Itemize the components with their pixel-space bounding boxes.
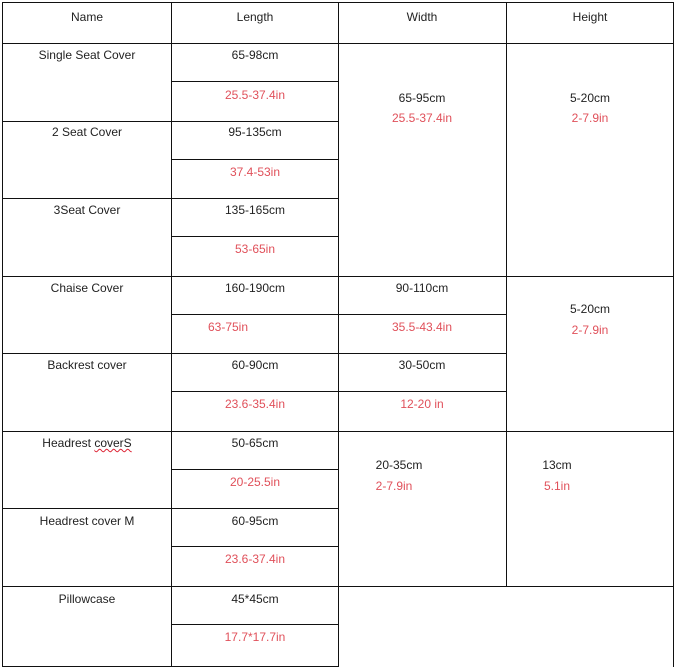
table-rule [2,586,674,587]
header-height: Height [572,10,608,24]
row-name-headrest-s [42,436,131,450]
table-rule [338,2,339,667]
length-in-headrest-s: 20-25.5in [229,475,281,489]
header-name: Name [70,10,104,24]
table-rule [673,2,674,667]
width-in-chaise: 35.5-43.4in [391,320,453,334]
header-length: Length [236,10,274,24]
headrest-s-main: Headrest [42,436,95,450]
head-width-in: 2-7.9in [375,479,413,493]
row-name-2-seat: 2 Seat Cover [51,125,123,139]
table-rule [2,2,3,667]
table-rule [2,121,339,122]
length-in-pillowcase: 17.7*17.7in [224,630,286,644]
row-name-backrest: Backrest cover [47,358,127,372]
table-rule [171,546,339,547]
header-width: Width [406,10,438,24]
row-name-headrest-m: Headrest cover M [39,514,135,528]
length-cm-2-seat: 95-135cm [228,125,282,139]
table-rule [171,2,172,667]
width-in-backrest: 12-20 in [400,397,444,411]
seat-height-in: 2-7.9in [571,111,609,125]
table-rule [2,2,674,3]
row-name-single-seat: Single Seat Cover [38,48,136,62]
length-in-single-seat: 25.5-37.4in [224,88,286,102]
seat-width-in: 25.5-37.4in [391,111,453,125]
length-cm-pillowcase: 45*45cm [231,592,279,606]
table-rule [2,431,674,432]
row-name-chaise: Chaise Cover [50,281,124,295]
chaise-height-in: 2-7.9in [571,323,609,337]
table-rule [506,2,507,587]
length-cm-single-seat: 65-98cm [231,48,279,62]
chaise-height-cm: 5-20cm [569,302,611,316]
table-rule [2,353,507,354]
seat-width-cm: 65-95cm [398,91,446,105]
table-rule [171,159,339,160]
length-in-chaise: 63-75in [207,320,249,334]
length-in-backrest: 23.6-35.4in [224,397,286,411]
width-cm-chaise: 90-110cm [395,281,449,295]
length-in-headrest-m: 23.6-37.4in [224,552,286,566]
length-cm-headrest-s: 50-65cm [231,436,279,450]
table-rule [171,314,507,315]
length-cm-3-seat: 135-165cm [224,203,286,217]
table-rule [171,624,339,625]
length-cm-backrest: 60-90cm [231,358,279,372]
seat-height-cm: 5-20cm [569,91,611,105]
length-cm-headrest-m: 60-95cm [231,514,279,528]
table-rule [171,391,507,392]
length-in-3-seat: 53-65in [234,242,276,256]
table-rule [2,43,674,44]
headrest-s-tail: coverS [94,436,132,450]
table-rule [2,198,339,199]
table-rule [171,236,339,237]
length-in-2-seat: 37.4-53in [229,165,281,179]
head-height-cm: 13cm [542,458,572,472]
head-height-in: 5.1in [543,479,571,493]
row-name-pillowcase: Pillowcase [58,592,116,606]
table-rule [171,81,339,82]
row-name-3-seat: 3Seat Cover [53,203,121,217]
table-rule [2,508,339,509]
head-width-cm: 20-35cm [375,458,423,472]
length-cm-chaise: 160-190cm [224,281,286,295]
width-cm-backrest: 30-50cm [398,358,446,372]
table-rule [2,666,339,667]
table-rule [2,276,674,277]
table-rule [171,469,339,470]
